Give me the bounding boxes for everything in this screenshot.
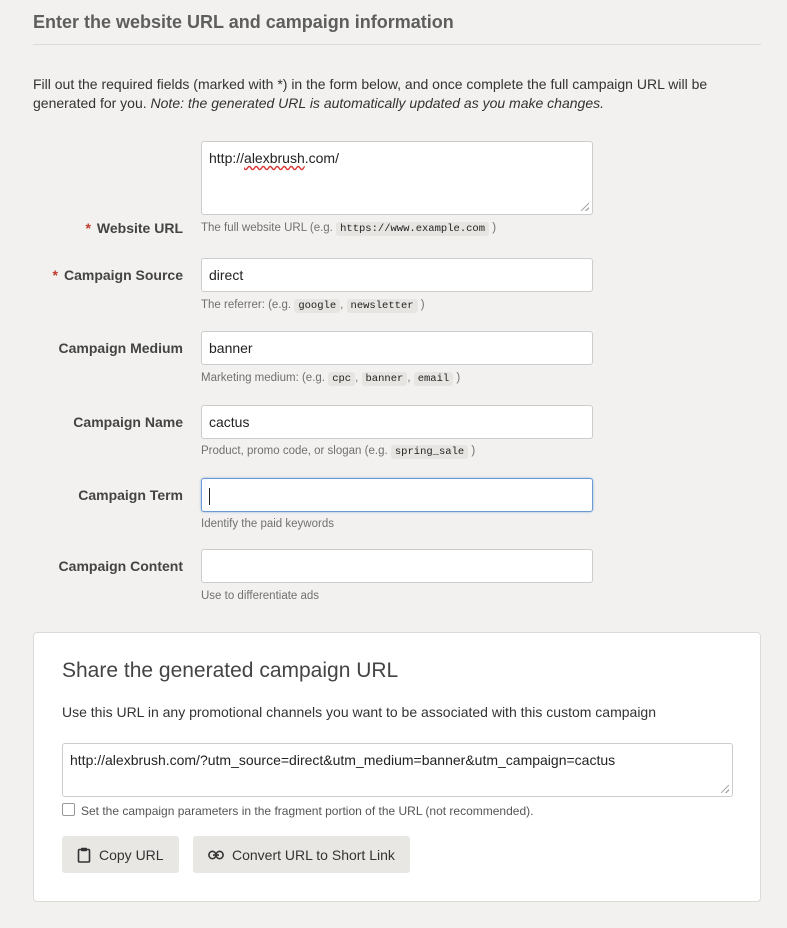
- campaign-content-help: Use to differentiate ads: [201, 590, 320, 602]
- fragment-checkbox-label[interactable]: Set the campaign parameters in the fragment portion of the URL (not recommended).: [81, 804, 534, 818]
- campaign-term-label: Campaign Term: [78, 487, 183, 503]
- campaign-content-label: Campaign Content: [58, 558, 183, 574]
- share-panel: [33, 632, 761, 902]
- copy-url-button[interactable]: [62, 836, 179, 873]
- example-code: google: [294, 299, 340, 313]
- convert-short-link-button[interactable]: [193, 836, 410, 873]
- convert-short-link-label: Convert URL to Short Link: [232, 846, 395, 863]
- copy-url-label: Copy URL: [99, 846, 164, 863]
- generated-url-textarea[interactable]: http://alexbrush.com/?utm_source=direct&utm_medium=banner&utm_campaign=cactus: [62, 743, 733, 797]
- campaign-name-label: Campaign Name: [73, 414, 183, 430]
- campaign-medium-label: Campaign Medium: [58, 340, 183, 356]
- campaign-source-input[interactable]: direct: [201, 258, 593, 292]
- section-title: Enter the website URL and campaign information: [33, 12, 454, 32]
- required-marker: *: [52, 267, 58, 283]
- example-code: banner: [362, 372, 408, 386]
- campaign-name-input[interactable]: cactus: [201, 405, 593, 439]
- resize-grip-icon[interactable]: [581, 203, 589, 211]
- required-marker: *: [85, 220, 91, 236]
- intro-note: Note: the generated URL is automatically updated as you make changes.: [150, 95, 604, 111]
- example-code: cpc: [328, 372, 355, 386]
- share-title: Share the generated campaign URL: [62, 659, 399, 682]
- example-code: newsletter: [347, 299, 418, 313]
- share-description: Use this URL in any promotional channels you want to be associated with this custom campaign: [62, 704, 657, 720]
- website-url-textarea[interactable]: http://alexbrush.com/: [201, 141, 593, 215]
- campaign-name-help: Product, promo code, or slogan (e.g. spring_sale ): [201, 445, 476, 458]
- title-divider: [33, 44, 761, 45]
- resize-grip-icon[interactable]: [721, 785, 729, 793]
- link-icon: [208, 850, 224, 860]
- campaign-term-input[interactable]: [201, 478, 593, 512]
- campaign-source-help: The referrer: (e.g. google , newsletter ): [201, 299, 425, 312]
- campaign-medium-help: Marketing medium: (e.g. cpc , banner , email ): [201, 372, 461, 385]
- fragment-checkbox[interactable]: [62, 803, 75, 816]
- campaign-source-label: * Campaign Source: [52, 267, 183, 283]
- spellcheck-word: alexbrush: [244, 150, 305, 166]
- example-code: spring_sale: [391, 445, 468, 459]
- example-code: https://www.example.com: [336, 222, 489, 236]
- campaign-content-input[interactable]: [201, 549, 593, 583]
- intro-main: Fill out the required fields (marked with *) in the form below, and once complete the full campaign URL will be generated for you.: [33, 76, 708, 111]
- example-code: email: [414, 372, 454, 386]
- website-url-help: The full website URL (e.g. https://www.example.com ): [201, 222, 497, 235]
- text-caret: [209, 488, 210, 505]
- intro-text: [33, 75, 763, 113]
- campaign-term-help: Identify the paid keywords: [201, 518, 334, 530]
- clipboard-icon: [77, 847, 91, 863]
- website-url-label: * Website URL: [85, 220, 183, 236]
- campaign-medium-input[interactable]: banner: [201, 331, 593, 365]
